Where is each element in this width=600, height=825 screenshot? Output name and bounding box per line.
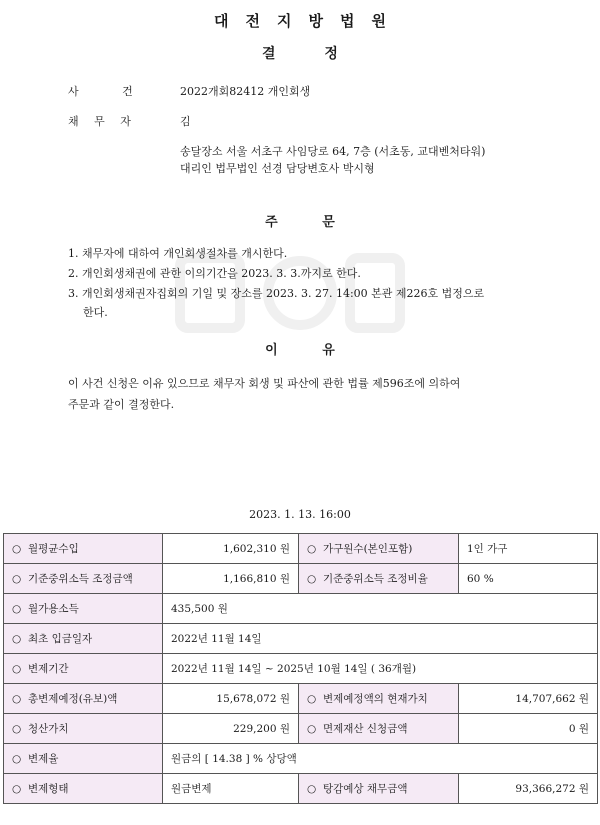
table-label-cell [4,564,163,594]
value-expected-debt-relief: 93,366,272 원 [459,774,598,804]
case-label: 사 건 [68,85,133,98]
circle-bullet: ○ [12,753,22,765]
label-expected-debt-relief: 탕감예상 채무금액 [323,783,408,795]
table-label-cell [4,744,163,774]
circle-bullet: ○ [307,573,317,585]
value-median-income-ratio: 60 % [459,564,598,594]
value-first-payment-date: 2022년 11월 14일 [163,624,598,654]
table-row [4,654,598,684]
table-label-cell [299,774,459,804]
value-repayment-rate: 원금의 [ 14.38 ] % 상당액 [163,744,598,774]
order-heading: 주 문 [265,215,335,230]
label-household-size: 가구원수(본인포함) [323,543,413,555]
label-median-income-amount: 기준중위소득 조정금액 [28,573,133,585]
circle-bullet: ○ [12,783,22,795]
label-monthly-income: 월평균수입 [28,543,79,555]
reason-line-2: 주문과 같이 결정한다. [68,398,175,411]
order-item-3: 3. 개인회생채권자집회의 기일 및 장소를 2023. 3. 27. 14:00 본관 제226호 법정으로 [68,287,485,300]
circle-bullet: ○ [307,543,317,555]
value-household-size: 1인 가구 [459,534,598,564]
debtor-name: 김 [180,115,191,128]
label-present-value: 변제예정액의 현재가치 [323,693,428,705]
table-label-cell [4,534,163,564]
decision-datetime: 2023. 1. 13. 16:00 [249,508,351,521]
table-label-cell [4,624,163,654]
table-row [4,624,598,654]
value-repayment-type: 원금변제 [163,774,299,804]
table-row [4,714,598,744]
debtor-label: 채 무 자 [68,115,131,128]
circle-bullet: ○ [307,723,317,735]
legal-agent: 대리인 법무법인 선경 담당변호사 박시형 [180,162,375,175]
table-row [4,534,598,564]
document-type: 결 정 [262,46,338,62]
order-item-2: 2. 개인회생채권에 관한 이의기간을 2023. 3. 3.까지로 한다. [68,267,361,280]
label-disposable-income: 월가용소득 [28,603,79,615]
value-exempt-property: 0 원 [459,714,598,744]
service-address: 송달장소 서울 서초구 사임당로 64, 7층 (서초동, 교대벤처타워) [180,145,486,158]
reason-line-1: 이 사건 신청은 이유 있으므로 채무자 회생 및 파산에 관한 법률 제596조에 의하여 [68,377,461,390]
circle-bullet: ○ [12,573,22,585]
table-label-cell [299,534,459,564]
table-row [4,594,598,624]
table-label-cell [4,684,163,714]
table-label-cell [299,714,459,744]
order-item-3-continued: 한다. [83,306,108,319]
circle-bullet: ○ [307,693,317,705]
table-row [4,684,598,714]
repayment-summary-table [3,533,598,804]
table-row [4,564,598,594]
table-label-cell [4,594,163,624]
circle-bullet: ○ [12,633,22,645]
value-disposable-income: 435,500 원 [163,594,598,624]
table-label-cell [4,714,163,744]
label-repayment-period: 변제기간 [28,663,69,675]
value-total-repayment: 15,678,072 원 [163,684,299,714]
label-liquidation-value: 청산가치 [28,723,69,735]
circle-bullet: ○ [12,663,22,675]
value-median-income-amount: 1,166,810 원 [163,564,299,594]
value-present-value: 14,707,662 원 [459,684,598,714]
label-repayment-rate: 변제율 [28,753,59,765]
reason-heading: 이 유 [265,343,335,358]
circle-bullet: ○ [12,723,22,735]
circle-bullet: ○ [12,543,22,555]
table-label-cell [299,684,459,714]
circle-bullet: ○ [12,603,22,615]
label-exempt-property: 면제재산 신청금액 [323,723,408,735]
table-label-cell [299,564,459,594]
circle-bullet: ○ [307,783,317,795]
order-item-1: 1. 채무자에 대하여 개인회생절차를 개시한다. [68,247,288,260]
table-label-cell [4,654,163,684]
value-repayment-period: 2022년 11월 14일 ~ 2025년 10월 14일 ( 36개월) [163,654,598,684]
label-total-repayment: 총변제예정(유보)액 [28,693,118,705]
value-liquidation-value: 229,200 원 [163,714,299,744]
court-name: 대전지방법원 [214,12,403,30]
label-median-income-ratio: 기준중위소득 조정비율 [323,573,428,585]
label-repayment-type: 변제형태 [28,783,69,795]
table-row [4,774,598,804]
table-label-cell [4,774,163,804]
label-first-payment-date: 최초 입금일자 [28,633,93,645]
table-row [4,744,598,774]
circle-bullet: ○ [12,693,22,705]
case-number: 2022개회82412 개인회생 [180,85,311,98]
value-monthly-income: 1,602,310 원 [163,534,299,564]
